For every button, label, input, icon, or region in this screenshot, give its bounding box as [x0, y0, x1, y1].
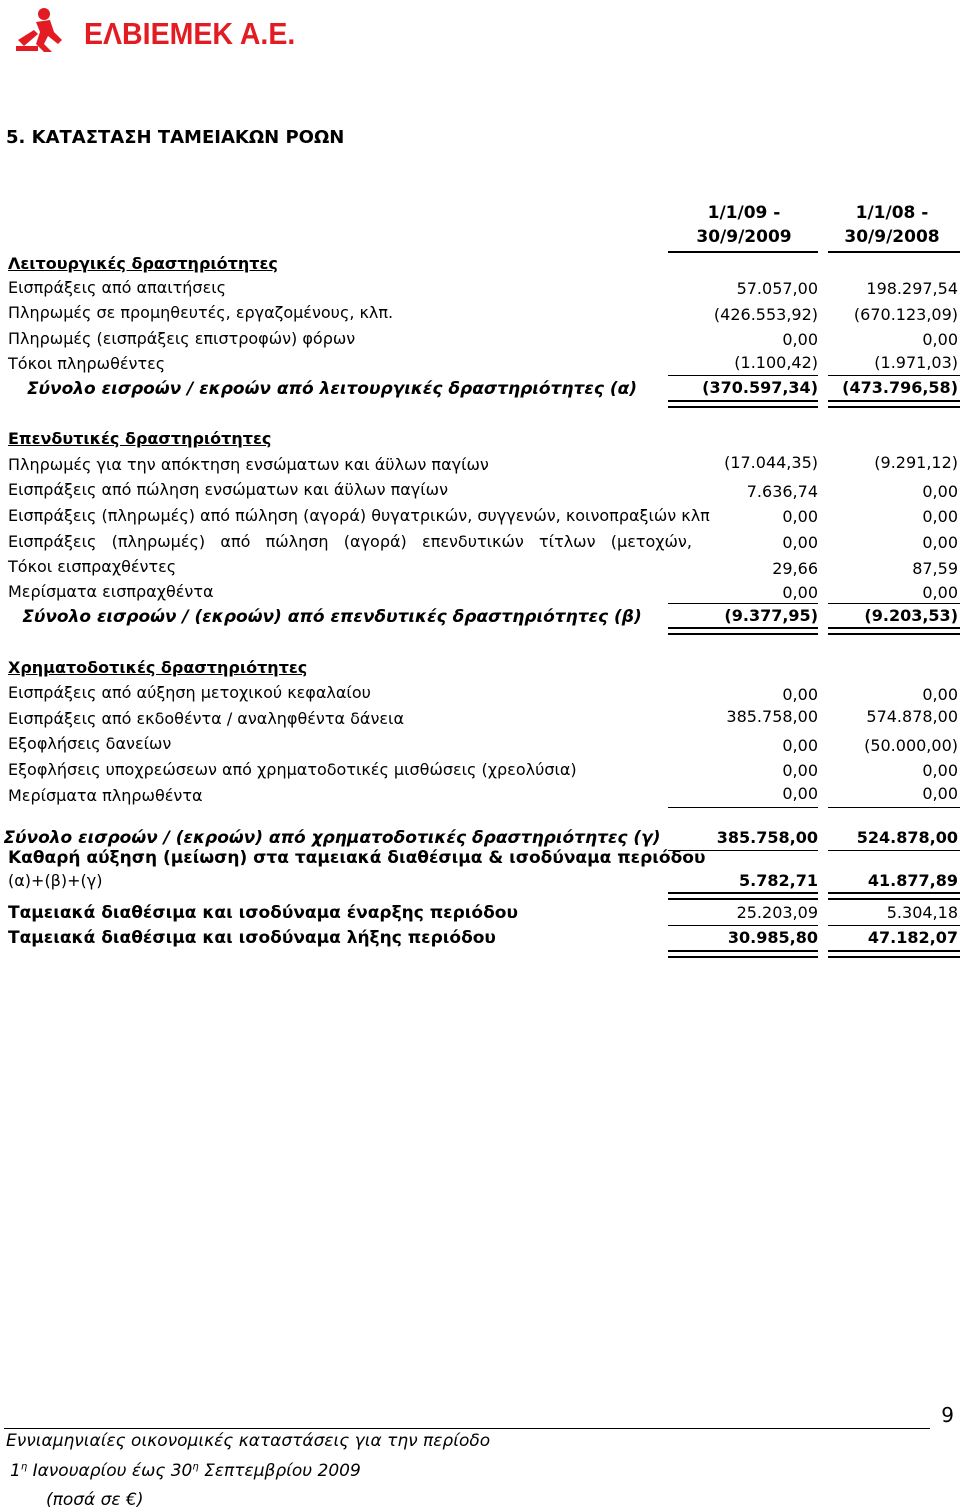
table-row-value-2009: (17.044,35) [724, 453, 818, 472]
net-change-formula: (α)+(β)+(γ) [8, 871, 103, 890]
table-row-label: Εισπράξεις (πληρωμές) από πώληση (αγορά) θυγατρικών, συγγενών, κοινοπραξιών κλπ [8, 506, 710, 525]
subtotal-rule-2 [828, 375, 960, 376]
financing-total-2008: 524.878,00 [856, 828, 958, 847]
column-header-2009: 1/1/09 - 30/9/2009 [696, 203, 792, 247]
net-double-rule-1 [668, 892, 818, 900]
worker-icon [14, 6, 74, 52]
subtotal-rule-1 [668, 807, 818, 808]
table-row-value-2009: 57.057,00 [736, 279, 818, 298]
subtotal-rule-2 [828, 603, 960, 604]
company-logo [14, 6, 304, 52]
table-row-value-2008: (9.291,12) [874, 453, 958, 472]
table-row-label: Πληρωμές για την απόκτηση ενσώματων και άϋλων παγίων [8, 455, 489, 474]
operating-total-2009: (370.597,34) [702, 378, 818, 397]
total-rule-2 [828, 850, 960, 851]
table-row-label: Πληρωμές σε προμηθευτές, εργαζομένους, κλπ. [8, 303, 394, 322]
cash-rule-2 [828, 925, 960, 926]
investing-total-label: Σύνολο εισροών / (εκροών) από επενδυτικές δραστηριότητες (β) [22, 607, 642, 627]
cash-end-double-rule-1 [668, 950, 818, 958]
table-row-value-2008: 0,00 [922, 533, 958, 552]
table-row-value-2009: 7.636,74 [746, 482, 818, 501]
table-row-value-2009: 0,00 [782, 784, 818, 803]
subtotal-rule-2 [828, 807, 960, 808]
table-row-value-2008: 0,00 [922, 507, 958, 526]
header-rule-2 [828, 251, 960, 253]
table-row-label: Τόκοι πληρωθέντες [8, 354, 166, 373]
table-row-value-2009: 0,00 [782, 507, 818, 526]
financing-heading: Χρηματοδοτικές δραστηριότητες [8, 658, 308, 677]
table-row-label: Μερίσματα εισπραχθέντα [8, 582, 214, 601]
total-double-rule-1 [668, 627, 818, 635]
table-row-value-2008: (670.123,09) [853, 305, 958, 324]
column-header-2008: 1/1/08 - 30/9/2008 [844, 203, 940, 247]
footer-line-2: $1^\eta$ Ιανουαρίου έως $30^\eta$ Σεπτεμβρίου 2009 [10, 1461, 361, 1481]
financing-total-2009: 385.758,00 [716, 828, 818, 847]
cash-rule-1 [668, 925, 818, 926]
table-row-value-2008: 0,00 [922, 583, 958, 602]
table-row-label: Εισπράξεις από απαιτήσεις [8, 278, 227, 297]
table-row-value-2009: 29,66 [772, 559, 818, 578]
table-row-value-2008: 198.297,54 [866, 279, 958, 298]
table-row-value-2009: 0,00 [782, 685, 818, 704]
cash-start-2009: 25.203,09 [736, 903, 818, 922]
net-change-2009: 5.782,71 [739, 871, 818, 890]
footer-rule [4, 1428, 930, 1429]
investing-heading: Επενδυτικές δραστηριότητες [8, 429, 272, 448]
table-row-value-2008: 574.878,00 [866, 707, 958, 726]
table-row-value-2009: (1.100,42) [734, 353, 818, 372]
cash-end-label: Ταμειακά διαθέσιμα και ισοδύναμα λήξης περιόδου [8, 928, 496, 948]
table-row-value-2009: 0,00 [782, 330, 818, 349]
cash-end-2009: 30.985,80 [727, 928, 818, 947]
table-row-value-2008: 87,59 [912, 559, 958, 578]
table-row-value-2008: (1.971,03) [874, 353, 958, 372]
cash-start-2008: 5.304,18 [886, 903, 958, 922]
total-double-rule-1 [668, 400, 818, 408]
footer-line-3: (ποσά σε €) [46, 1490, 144, 1510]
total-double-rule-2 [828, 627, 960, 635]
header-rule-1 [668, 251, 818, 253]
cash-start-label: Ταμειακά διαθέσιμα και ισοδύναμα έναρξης περιόδου [8, 903, 518, 923]
operating-heading: Λειτουργικές δραστηριότητες [8, 254, 278, 273]
total-double-rule-2 [828, 400, 960, 408]
financing-total-label: Σύνολο εισροών / (εκροών) από χρηματοδοτικές δραστηριότητες (γ) [3, 828, 661, 848]
operating-total-2008: (473.796,58) [842, 378, 958, 397]
section-title: 5. ΚΑΤΑΣΤΑΣΗ ΤΑΜΕΙΑΚΩΝ ΡΟΩΝ [6, 127, 345, 148]
subtotal-rule-1 [668, 603, 818, 604]
table-row-label: Εξοφλήσεις υποχρεώσεων από χρηματοδοτικές μισθώσεις (χρεολύσια) [8, 760, 577, 779]
table-row-label: Εισπράξεις (πληρωμές) από πώληση (αγορά) επενδυτικών τίτλων (μετοχών, [8, 532, 692, 551]
subtotal-rule-1 [668, 375, 818, 376]
footer-line-1: Εννιαμηνιαίες οικονομικές καταστάσεις για την περίοδο [6, 1431, 491, 1451]
company-name: ΕΛΒΙΕΜΕΚ Α.Ε. [84, 16, 296, 51]
table-row-value-2008: 0,00 [922, 482, 958, 501]
operating-total-label: Σύνολο εισροών / εκροών από λειτουργικές δραστηριότητες (α) [26, 379, 638, 399]
investing-total-2008: (9.203,53) [864, 606, 958, 625]
table-row-value-2009: 0,00 [782, 736, 818, 755]
table-row-value-2009: 0,00 [782, 533, 818, 552]
table-row-value-2008: 0,00 [922, 330, 958, 349]
table-row-label: Εισπράξεις από εκδοθέντα / αναληφθέντα δάνεια [8, 709, 405, 728]
table-row-label: Εισπράξεις από αύξηση μετοχικού κεφαλαίου [8, 683, 371, 702]
net-change-label: Καθαρή αύξηση (μείωση) στα ταμειακά διαθέσιμα & ισοδύναμα περιόδου [8, 848, 706, 868]
table-row-value-2009: (426.553,92) [713, 305, 818, 324]
table-row-label: Μερίσματα πληρωθέντα [8, 786, 203, 805]
table-row-value-2009: 0,00 [782, 583, 818, 602]
net-change-2008: 41.877,89 [867, 871, 958, 890]
table-row-label: Τόκοι εισπραχθέντες [8, 557, 177, 576]
table-row-value-2008: 0,00 [922, 761, 958, 780]
net-double-rule-2 [828, 892, 960, 900]
table-row-label: Εξοφλήσεις δανείων [8, 734, 172, 753]
cash-end-2008: 47.182,07 [867, 928, 958, 947]
table-row-label: Πληρωμές (εισπράξεις επιστροφών) φόρων [8, 329, 356, 348]
table-row-value-2008: 0,00 [922, 685, 958, 704]
table-row-value-2008: 0,00 [922, 784, 958, 803]
table-row-value-2009: 0,00 [782, 761, 818, 780]
table-row-label: Εισπράξεις από πώληση ενσώματων και άϋλων παγίων [8, 480, 448, 499]
investing-total-2009: (9.377,95) [724, 606, 818, 625]
page-number: 9 [941, 1403, 954, 1427]
cash-end-double-rule-2 [828, 950, 960, 958]
table-row-value-2009: 385.758,00 [726, 707, 818, 726]
table-row-value-2008: (50.000,00) [864, 736, 958, 755]
